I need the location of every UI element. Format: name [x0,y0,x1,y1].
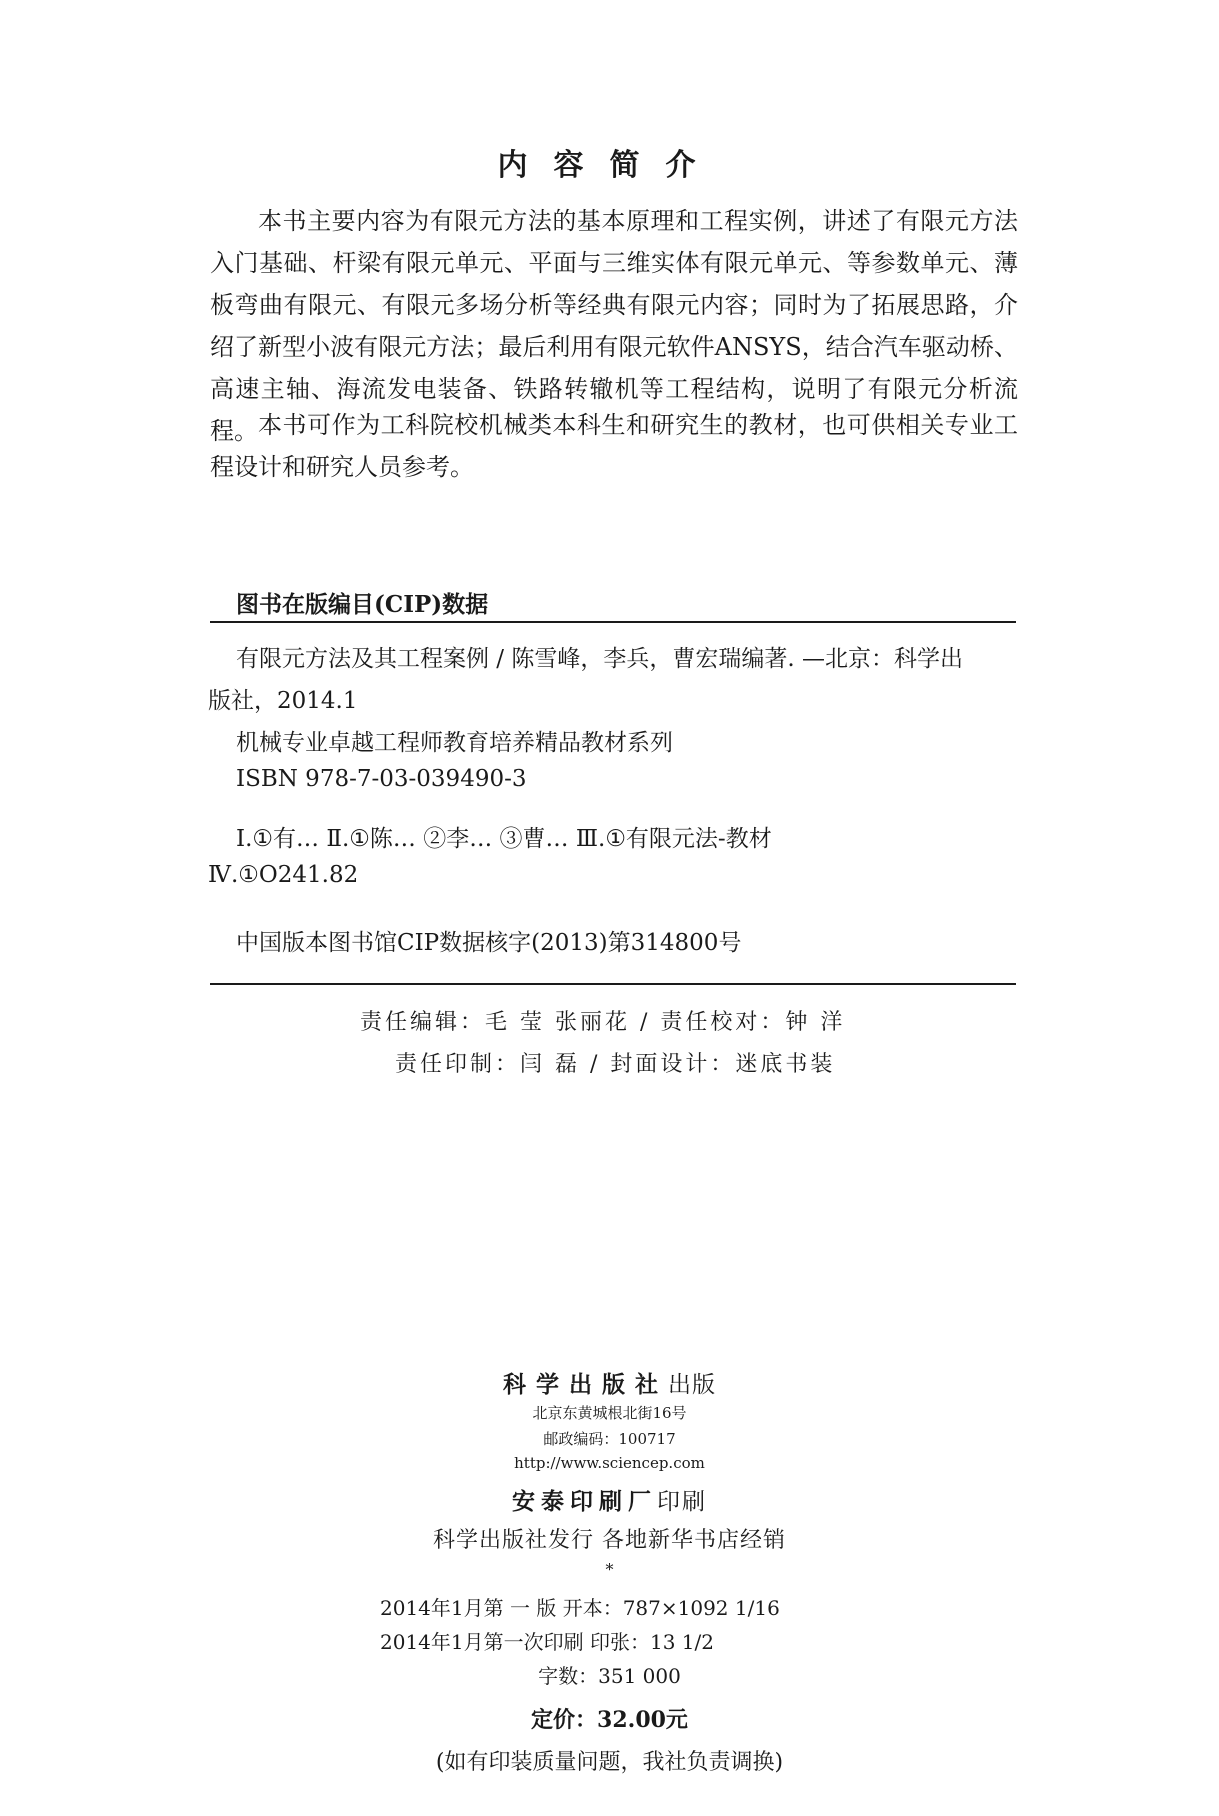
cip-series: 机械专业卓越工程师教育培养精品教材系列 [236,730,673,756]
publisher-name: 科学出版社 [503,1371,668,1398]
price: 定价：32.00元 [531,1707,688,1733]
intro-paragraph-2: 本书可作为工科院校机械类本科生和研究生的教材，也可供相关专业工程设计和研究人员参考。 [210,411,1018,481]
printer-line [0,1483,1219,1516]
publisher-url: http://www.sciencep.com [514,1454,705,1472]
printing-line: 2014年1月第一次印刷 印张：13 1/2 [380,1630,714,1654]
publisher-postcode: 邮政编码：100717 [543,1430,676,1448]
intro-paragraph-1: 本书主要内容为有限元方法的基本原理和工程实例，讲述了有限元方法入门基础、杆梁有限元单元、平面与三维实体有限元单元、等参数单元、薄板弯曲有限元、有限元多场分析等经典有限元内容；同时为了拓展思路，介绍了新型小波有限元方法；最后利用有限元软件ANSYS，结合汽车驱动桥、高速主轴、海流发电装备、铁路转辙机等工程结构，说明了有限元分析流程。 [210,207,1018,445]
intro-title: 内容简介 [497,148,722,183]
edition-line: 2014年1月第 一 版 开本：787×1092 1/16 [380,1596,780,1620]
printer-suffix: 印刷 [657,1489,707,1515]
cip-classification: Ⅰ.①有… Ⅱ.①陈… ②李… ③曹… Ⅲ.①有限元法-教材 [236,826,772,852]
separator-star: * [605,1560,614,1579]
publisher-address: 北京东黄城根北街16号 [532,1404,687,1422]
cip-title-line-cont: 版社，2014.1 [208,688,358,714]
credits-production: 责任印制：闫 磊 / 封面设计：迷底书装 [395,1052,836,1077]
cip-top-rule [210,621,1016,623]
word-count: 字数：351 000 [538,1664,681,1688]
cip-bottom-rule [210,983,1016,985]
distribution: 科学出版社发行 各地新华书店经销 [433,1528,786,1553]
cip-header: 图书在版编目(CIP)数据 [236,591,489,618]
printer-name: 安泰印刷厂 [512,1488,657,1515]
credits-editors: 责任编辑：毛 莹 张丽花 / 责任校对：钟 洋 [360,1010,846,1035]
cip-isbn: ISBN 978-7-03-039490-3 [236,766,527,792]
cip-record-number: 中国版本图书馆CIP数据核字(2013)第314800号 [236,930,742,956]
cip-classification-cont: Ⅳ.①O241.82 [208,862,359,888]
quality-note: (如有印装质量问题，我社负责调换) [435,1750,784,1775]
cip-title-line: 有限元方法及其工程案例 / 陈雪峰，李兵，曹宏瑞编著. —北京：科学出 [236,646,963,672]
publisher-name-line [0,1366,1219,1399]
publisher-name-suffix: 出版 [668,1372,716,1398]
